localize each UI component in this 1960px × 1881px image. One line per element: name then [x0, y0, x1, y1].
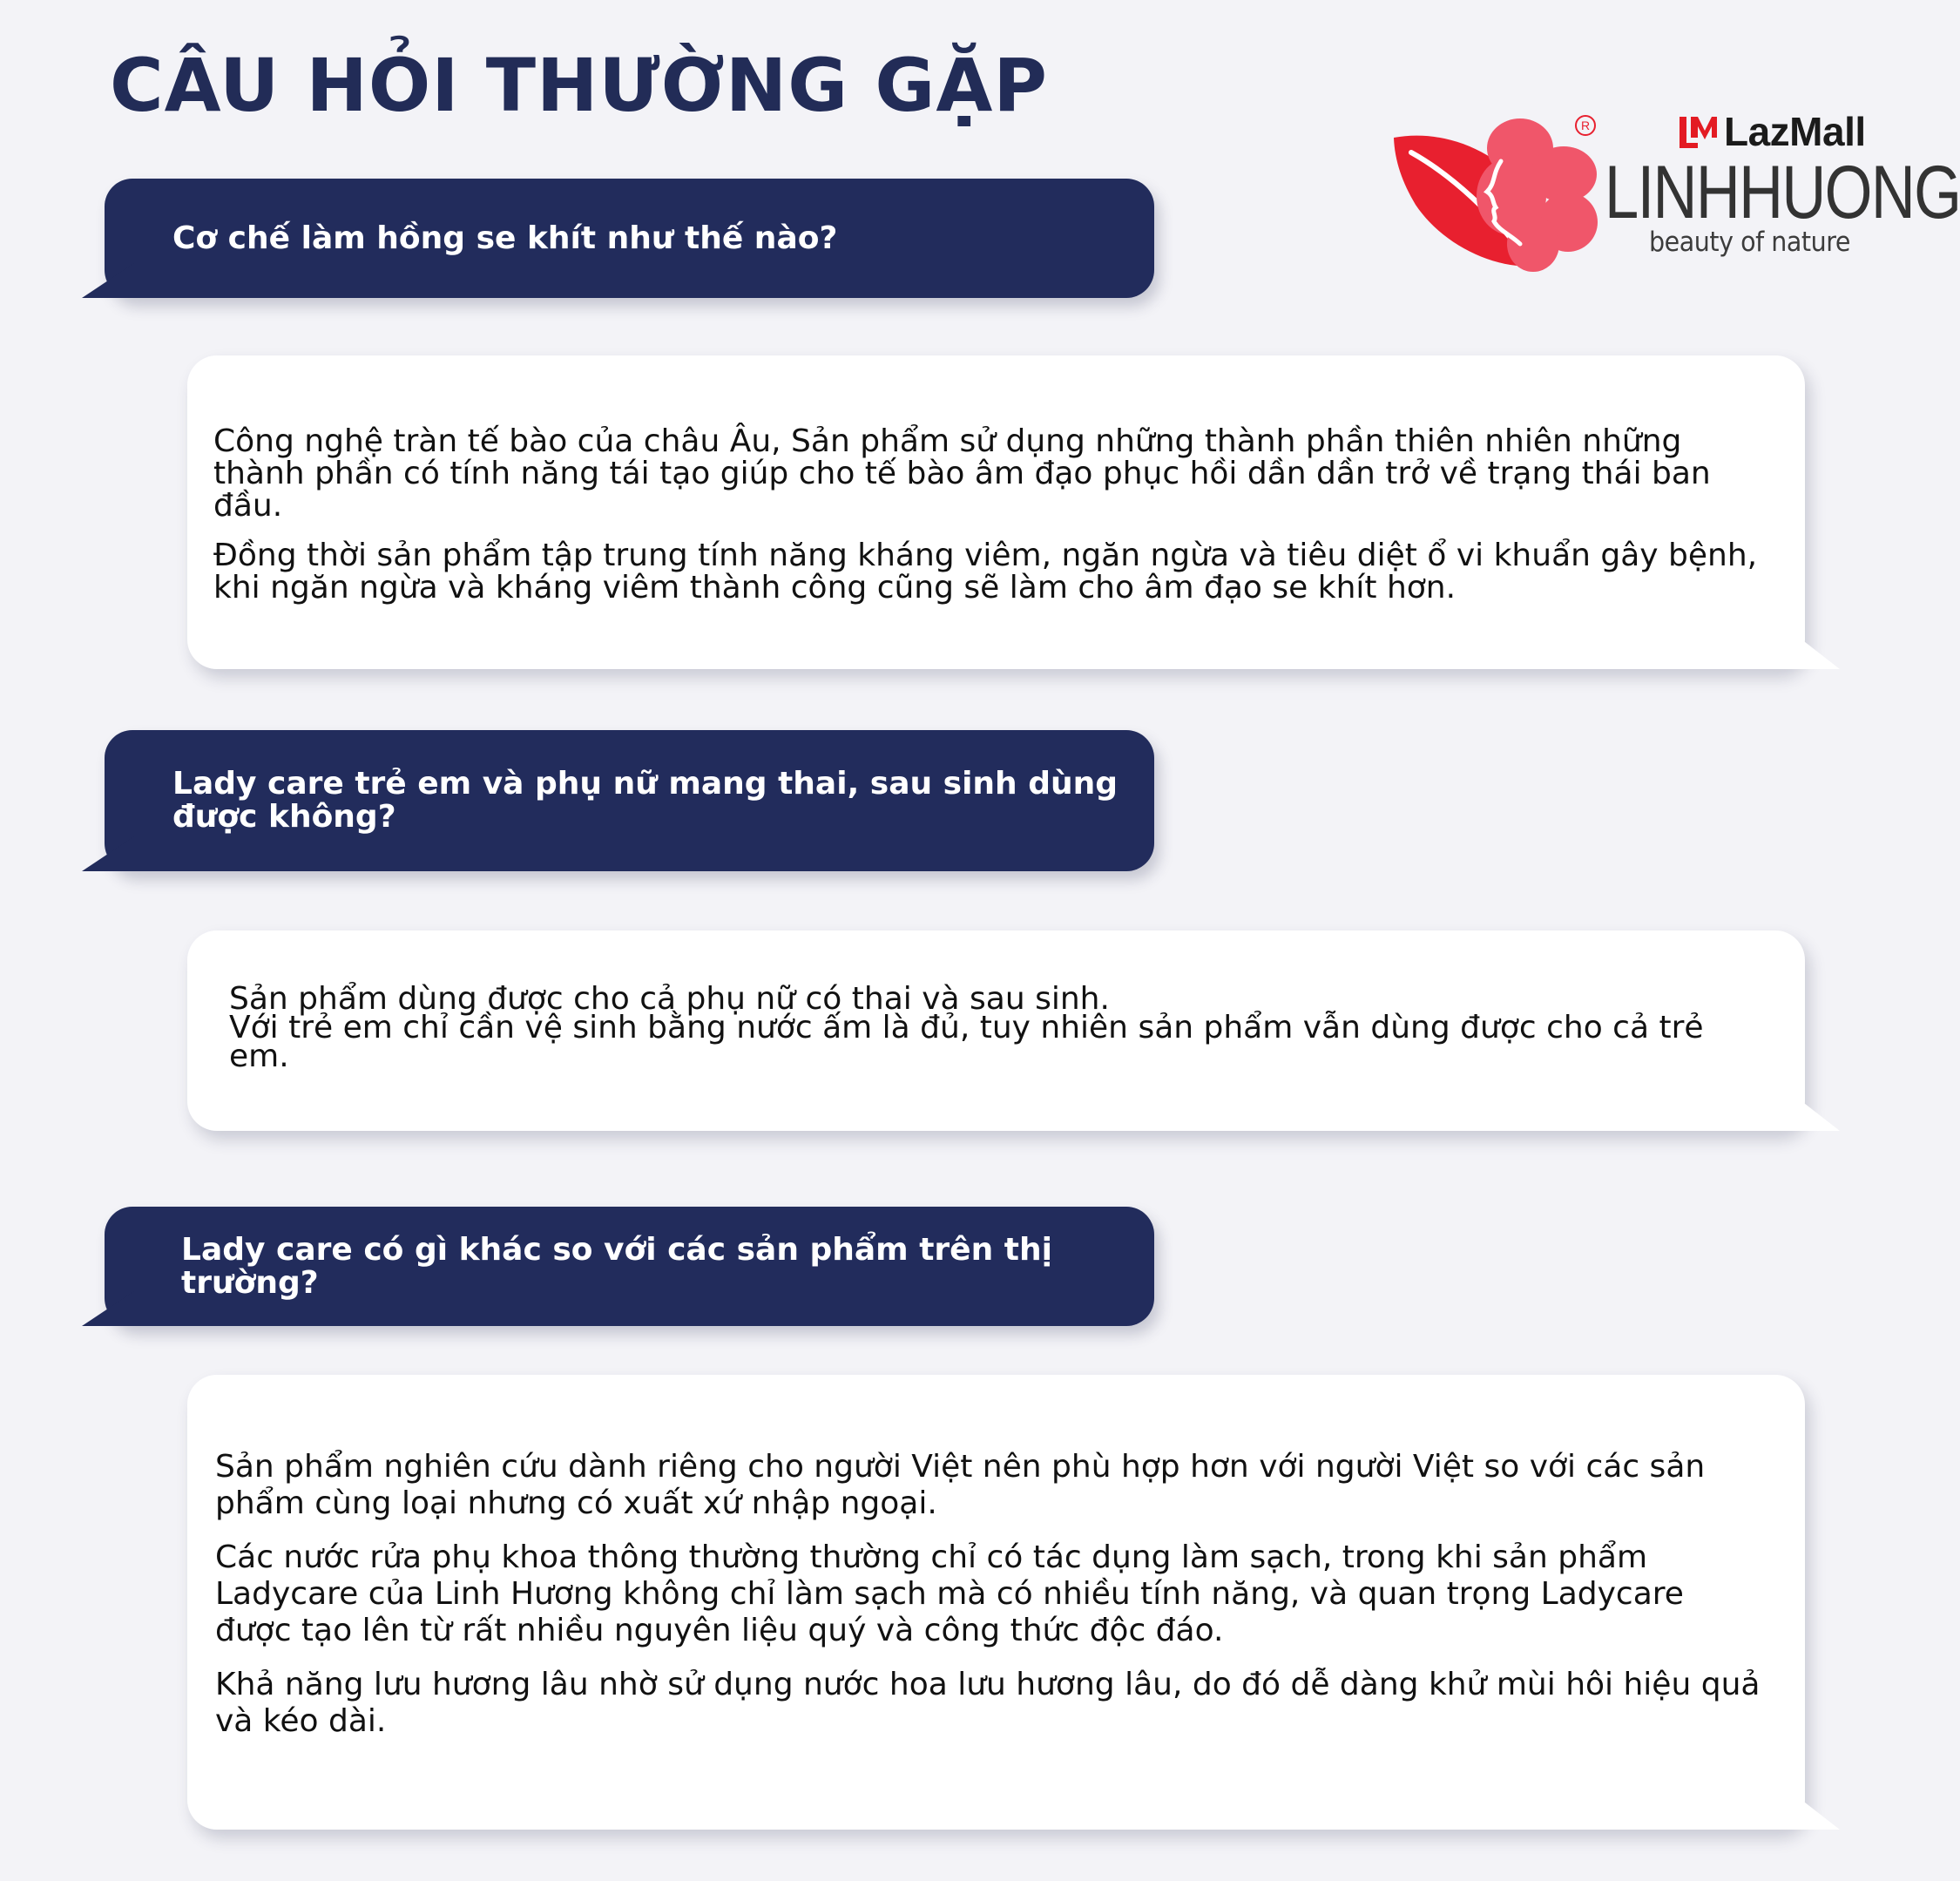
brand-tagline: beauty of nature: [1649, 227, 1850, 258]
faq-question-2: [105, 730, 1154, 871]
faq-question-3: [105, 1207, 1154, 1326]
answer-paragraph: Sản phẩm dùng được cho cả phụ nữ có thai và sau sinh.: [229, 981, 1110, 1017]
question-text: Lady care có gì khác so với các sản phẩm trên thị trường?: [181, 1231, 1052, 1301]
answer-paragraph: Công nghệ tràn tế bào của châu Âu, Sản phẩm sử dụng những thành phần thiên nhiên những thành phần có tính năng tái tạo giúp cho tế bào âm đạo phục hồi dần dần trở về trạng thái ban đầu.: [213, 423, 1711, 524]
faq-answer-2: [187, 930, 1805, 1131]
lazmall-icon: [1677, 113, 1719, 150]
brand-name: LINHHUONG: [1605, 151, 1960, 234]
brand-logo: [1389, 109, 1960, 283]
question-text: Cơ chế làm hồng se khít như thế nào?: [172, 220, 838, 256]
lazmall-label: LazMall: [1724, 109, 1866, 154]
answer-paragraph: Khả năng lưu hương lâu nhờ sử dụng nước hoa lưu hương lâu, do đó dễ dàng khử mùi hôi hiệu quả và kéo dài.: [215, 1667, 1761, 1739]
question-text: Lady care trẻ em và phụ nữ mang thai, sau sinh dùng được không?: [172, 766, 1119, 835]
faq-answer-1: [187, 355, 1805, 669]
svg-text:R: R: [1580, 118, 1591, 132]
answer-paragraph: Các nước rửa phụ khoa thông thường thường chỉ có tác dụng làm sạch, trong khi sản phẩm Ladycare của Linh Hương không chỉ làm sạch mà có nhiều tính năng, và quan trọng Ladycare được tạo lên từ rất nhiều nguyên liệu quý và công thức độc đáo.: [215, 1539, 1684, 1648]
faq-question-1: [105, 179, 1154, 298]
faq-answer-3: [187, 1375, 1805, 1830]
lazmall-badge: [1677, 109, 1866, 154]
answer-paragraph: Sản phẩm nghiên cứu dành riêng cho người Việt nên phù hợp hơn với người Việt so với các sản phẩm cùng loại nhưng có xuất xứ nhập ngoại.: [215, 1449, 1706, 1521]
linhhuong-flower-icon: [1389, 113, 1598, 279]
page-title: CÂU HỎI THƯỜNG GẶP: [110, 43, 1048, 128]
answer-paragraph: Đồng thời sản phẩm tập trung tính năng kháng viêm, ngăn ngừa và tiêu diệt ổ vi khuẩn gây bệnh, khi ngăn ngừa và kháng viêm thành công cũng sẽ làm cho âm đạo se khít hơn.: [213, 538, 1758, 606]
answer-paragraph: Với trẻ em chỉ cần vệ sinh bằng nước ấm là đủ, tuy nhiên sản phẩm vẫn dùng được cho cả trẻ em.: [229, 1010, 1704, 1074]
